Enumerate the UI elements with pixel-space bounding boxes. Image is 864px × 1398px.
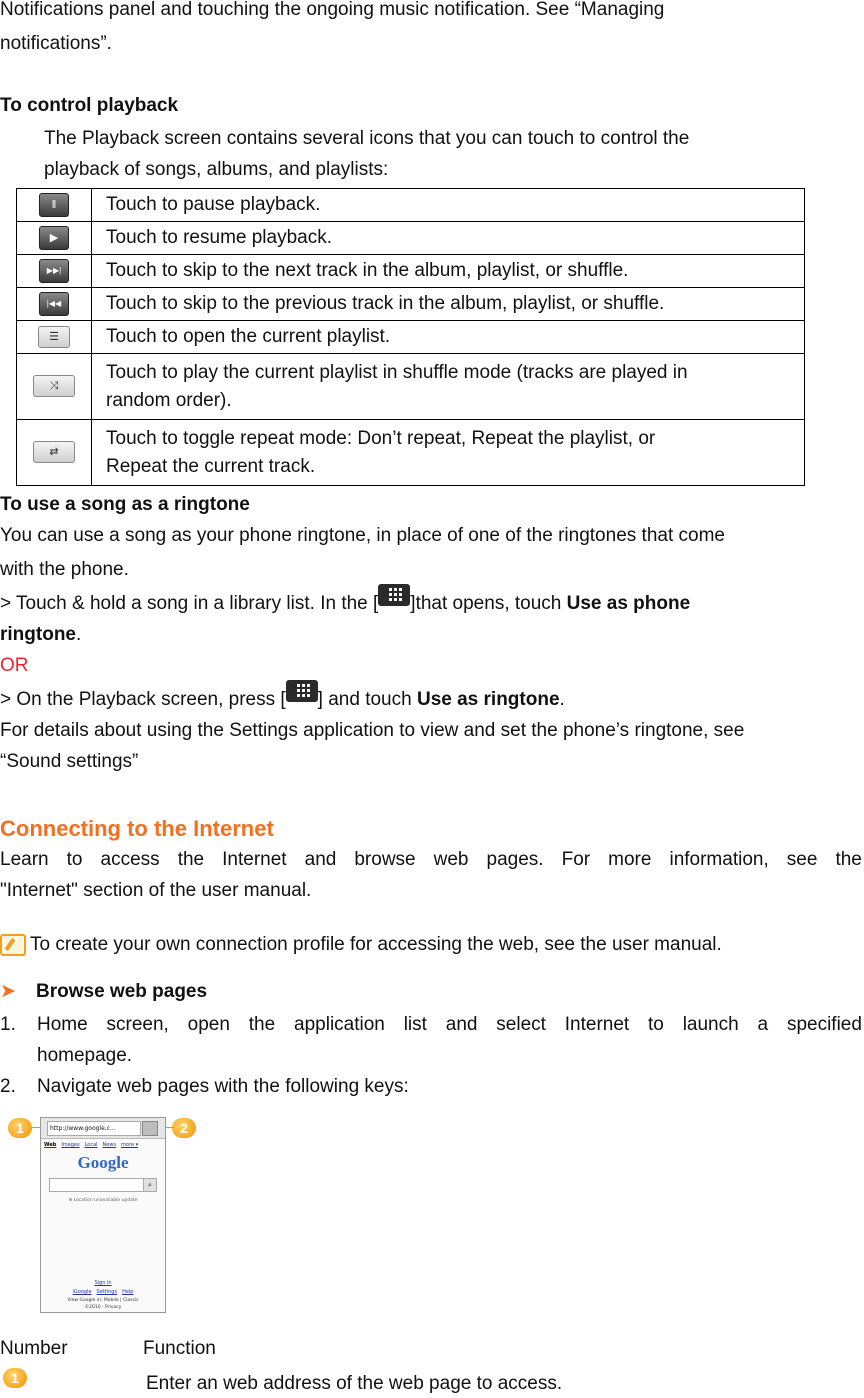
or-label: OR <box>0 655 29 676</box>
location-link[interactable]: ⊕ Location unavailable update <box>68 1198 138 1203</box>
google-tabs <box>41 1139 165 1151</box>
row-text-continued: random order). <box>106 389 232 411</box>
pause-icon: ‖ <box>39 193 69 217</box>
footer-links: iGoogle Settings Help <box>72 1289 134 1295</box>
intro-line-2: notifications”. <box>0 33 112 54</box>
google-logo: Google <box>77 1153 129 1172</box>
keys-col-number: Number <box>0 1338 68 1359</box>
url-bar[interactable]: http://www.google.c... <box>47 1121 141 1136</box>
browser-screenshot <box>40 1117 166 1313</box>
tab-local[interactable]: Local <box>84 1142 98 1148</box>
item-1-number: 1. <box>0 1014 16 1035</box>
arrow-bullet-icon: ➤ <box>0 981 16 1002</box>
menu-key-icon <box>378 584 410 606</box>
item-2-number: 2. <box>0 1076 16 1097</box>
ringtone-step-1-continued: ringtone. <box>0 624 82 645</box>
row-text: Touch to open the current playlist. <box>92 321 805 354</box>
table-row <box>17 288 805 321</box>
note-line: To create your own connection profile for accessing the web, see the user manual. <box>0 931 722 959</box>
playback-heading: To control playback <box>0 95 179 116</box>
previous-track-icon: |◀◀ <box>39 292 69 316</box>
key-1-badge: 1 <box>3 1368 27 1388</box>
ringtone-step-1: > Touch & hold a song in a library list. In the [ ]that opens, touch Use as phone <box>0 590 690 618</box>
playlist-icon: ☰ <box>38 326 70 348</box>
table-row <box>17 189 805 222</box>
item-2-text: Navigate web pages with the following keys: <box>37 1076 409 1097</box>
search-icon[interactable]: ⌕ <box>143 1179 156 1191</box>
view-google-in: View Google in: Mobile | Classic <box>67 1298 139 1303</box>
ringtone-p2-line-2: “Sound settings” <box>0 751 139 772</box>
item-1-line-1: Home screen, open the application list and select Internet to launch a specified <box>37 1014 862 1035</box>
table-row <box>17 255 805 288</box>
row-text: Touch to pause playback. <box>92 189 805 222</box>
internet-p-line-2: "Internet" section of the user manual. <box>0 880 312 901</box>
callout-1-badge: 1 <box>8 1118 32 1138</box>
playback-controls-table <box>16 188 805 486</box>
note-icon <box>0 934 26 956</box>
table-row <box>17 222 805 255</box>
row-text-continued: Repeat the current track. <box>106 455 316 477</box>
ringtone-p1-line-1: You can use a song as your phone ringtone, in place of one of the ringtones that come <box>0 525 725 546</box>
browser-toolbar <box>41 1118 165 1139</box>
shuffle-icon: ⤨ <box>33 375 75 397</box>
ringtone-heading: To use a song as a ringtone <box>0 494 250 515</box>
playback-desc-line-1: The Playback screen contains several icons that you can touch to control the <box>44 128 690 149</box>
row-text: Touch to resume playback. <box>92 222 805 255</box>
play-icon: ▶ <box>39 226 69 250</box>
intro-line-1: Notifications panel and touching the ongoing music notification. See “Managing <box>0 0 665 20</box>
next-track-icon: ▶▶| <box>39 259 69 283</box>
row-text: Touch to play the current playlist in shuffle mode (tracks are played in <box>106 361 688 383</box>
tab-news[interactable]: News <box>102 1142 117 1148</box>
search-input[interactable] <box>49 1178 157 1192</box>
tab-images[interactable]: Images <box>61 1142 80 1148</box>
tab-web[interactable]: Web <box>44 1142 57 1148</box>
ringtone-step-2: > On the Playback screen, press [ ] and touch Use as ringtone. <box>0 686 565 714</box>
keys-col-function: Function <box>143 1338 216 1359</box>
table-row <box>17 420 805 486</box>
repeat-icon: ⇄ <box>33 441 75 463</box>
bullet-browse: ➤ Browse web pages <box>0 978 207 1006</box>
table-row <box>17 354 805 420</box>
tab-more[interactable]: more ▾ <box>121 1142 139 1148</box>
row-text: Touch to toggle repeat mode: Don’t repeat, Repeat the playlist, or <box>106 427 656 449</box>
sign-in-link[interactable]: Sign in <box>94 1280 112 1286</box>
bookmarks-icon[interactable] <box>142 1121 158 1136</box>
internet-heading: Connecting to the Internet <box>0 816 274 841</box>
playback-desc-line-2: playback of songs, albums, and playlists: <box>44 159 389 180</box>
internet-p-line-1: Learn to access the Internet and browse web pages. For more information, see the <box>0 849 862 870</box>
row-text: Touch to skip to the next track in the album, playlist, or shuffle. <box>92 255 805 288</box>
callout-2-badge: 2 <box>172 1118 196 1138</box>
row-text: Touch to skip to the previous track in the album, playlist, or shuffle. <box>92 288 805 321</box>
table-row <box>17 321 805 354</box>
copyright: ©2010 - Privacy <box>84 1305 122 1310</box>
key-1-function: Enter an web address of the web page to access. <box>146 1373 563 1394</box>
ringtone-p2-line-1: For details about using the Settings application to view and set the phone’s ringtone, see <box>0 720 745 741</box>
ringtone-p1-line-2: with the phone. <box>0 559 129 580</box>
menu-key-icon <box>286 680 318 702</box>
item-1-line-2: homepage. <box>37 1045 133 1066</box>
